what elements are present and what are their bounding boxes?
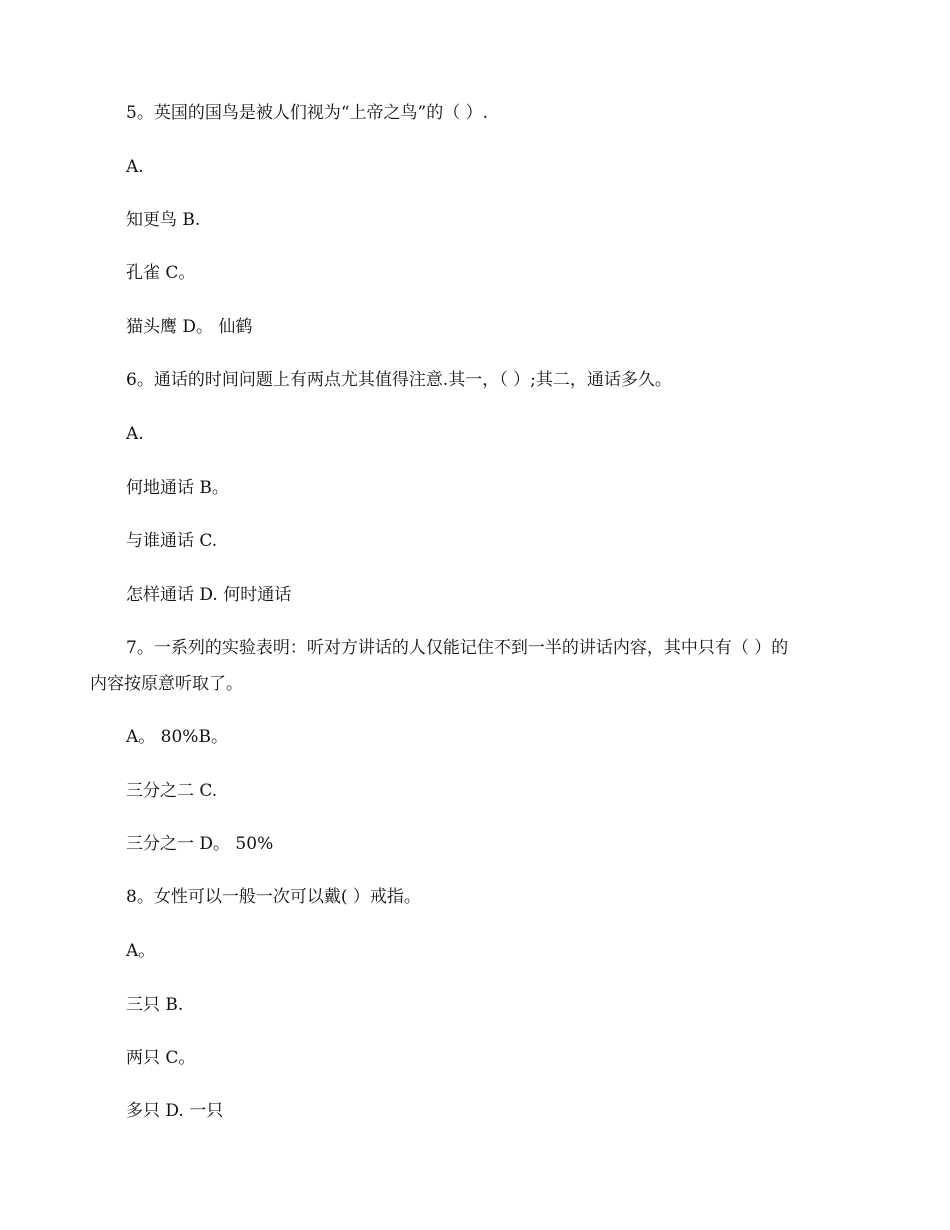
question-7-option-line: 三分之一 D。 50% bbox=[126, 834, 274, 854]
question-7-text-line-2: 内容按原意听取了。 bbox=[90, 674, 243, 694]
question-5-option-line: A. bbox=[126, 157, 144, 177]
question-5-option-line: 猫头鹰 D。 仙鹤 bbox=[126, 317, 253, 337]
question-7-option-line: 三分之二 C. bbox=[126, 781, 218, 801]
question-6-option-line: 与谁通话 C. bbox=[126, 531, 218, 551]
question-7-text-line-1: 7。一系列的实验表明：听对方讲话的人仅能记住不到一半的讲话内容，其中只有（ ）的 bbox=[126, 638, 789, 658]
question-6-option-line: 何地通话 B。 bbox=[126, 478, 229, 498]
question-5-option-line: 知更鸟 B. bbox=[126, 210, 201, 230]
question-6-option-line: 怎样通话 D. 何时通话 bbox=[126, 585, 292, 605]
question-8-option-line: 两只 C。 bbox=[126, 1048, 196, 1068]
question-8-option-line: 三只 B. bbox=[126, 995, 184, 1015]
question-5-text: 5。英国的国鸟是被人们视为“上帝之鸟”的（ ）. bbox=[126, 103, 489, 123]
question-8-text: 8。女性可以一般一次可以戴( ）戒指。 bbox=[126, 887, 421, 907]
question-6-option-line: A. bbox=[126, 424, 144, 444]
question-7-option-line: A。 80%B。 bbox=[126, 727, 228, 747]
question-6-text: 6。通话的时间问题上有两点尤其值得注意.其一，（ ）;其二，通话多久。 bbox=[126, 370, 672, 390]
question-8-option-line: 多只 D. 一只 bbox=[126, 1101, 224, 1121]
question-5-option-line: 孔雀 C。 bbox=[126, 263, 196, 283]
question-8-option-line: A。 bbox=[126, 941, 156, 961]
